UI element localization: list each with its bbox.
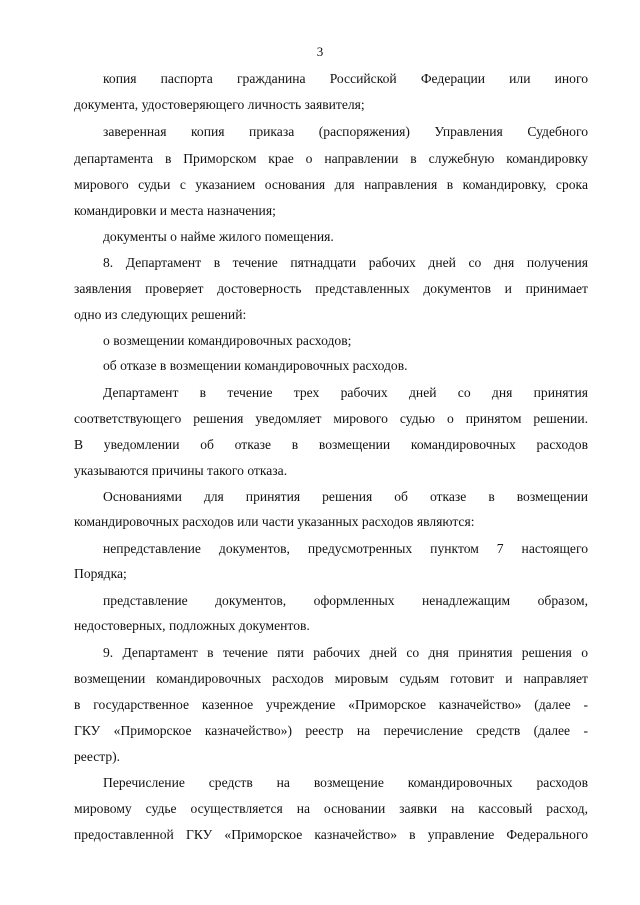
text-line: предоставленной ГКУ «Приморское казначейство» в управление Федерального: [74, 827, 588, 842]
text-line: указываются причины такого отказа.: [74, 463, 288, 478]
text-line: Департамент в течение трех рабочих дней со дня принятия: [103, 385, 588, 400]
text-line: Порядка;: [74, 566, 127, 581]
text-line: Перечисление средств на возмещение командировочных расходов: [103, 775, 588, 790]
text-line: 8. Департамент в течение пятнадцати рабочих дней со дня получения: [103, 255, 588, 270]
text-line: командировочных расходов или части указанных расходов являются:: [74, 514, 475, 529]
text-line: мировому судье осуществляется на основании заявки на кассовый расход,: [74, 801, 588, 816]
text-line: заверенная копия приказа (распоряжения) Управления Судебного: [103, 124, 588, 139]
text-line: мирового судьи с указанием основания для направления в командировку, срока: [74, 177, 588, 192]
text-line: Основаниями для принятия решения об отказе в возмещении: [103, 489, 588, 504]
text-line: заявления проверяет достоверность представленных документов и принимает: [74, 281, 588, 296]
text-line: одно из следующих решений:: [74, 307, 247, 322]
text-line: недостоверных, подложных документов.: [74, 618, 310, 633]
text-line: 9. Департамент в течение пяти рабочих дней со дня принятия решения о: [103, 645, 588, 660]
text-line: ГКУ «Приморское казначейство») реестр на перечисление средств (далее -: [74, 723, 588, 738]
text-line: в государственное казенное учреждение «Приморское казначейство» (далее -: [74, 697, 588, 712]
text-line: документы о найме жилого помещения.: [103, 229, 334, 244]
text-line: представление документов, оформленных ненадлежащим образом,: [103, 593, 588, 608]
text-line: департамента в Приморском крае о направлении в служебную командировку: [74, 151, 588, 166]
text-line: о возмещении командировочных расходов;: [103, 333, 352, 348]
text-line: непредставление документов, предусмотренных пунктом 7 настоящего: [103, 541, 588, 556]
text-line: командировки и места назначения;: [74, 203, 276, 218]
page-number: 3: [316, 44, 324, 59]
text-line: В уведомлении об отказе в возмещении командировочных расходов: [74, 437, 588, 452]
text-line: реестр).: [74, 749, 121, 764]
text-line: об отказе в возмещении командировочных расходов.: [103, 358, 408, 373]
text-line: соответствующего решения уведомляет мирового судью о принятом решении.: [74, 411, 588, 426]
text-line: копия паспорта гражданина Российской Федерации или иного: [103, 71, 588, 86]
text-line: возмещении командировочных расходов мировым судьям готовит и направляет: [74, 671, 588, 686]
text-line: документа, удостоверяющего личность заявителя;: [74, 97, 365, 112]
